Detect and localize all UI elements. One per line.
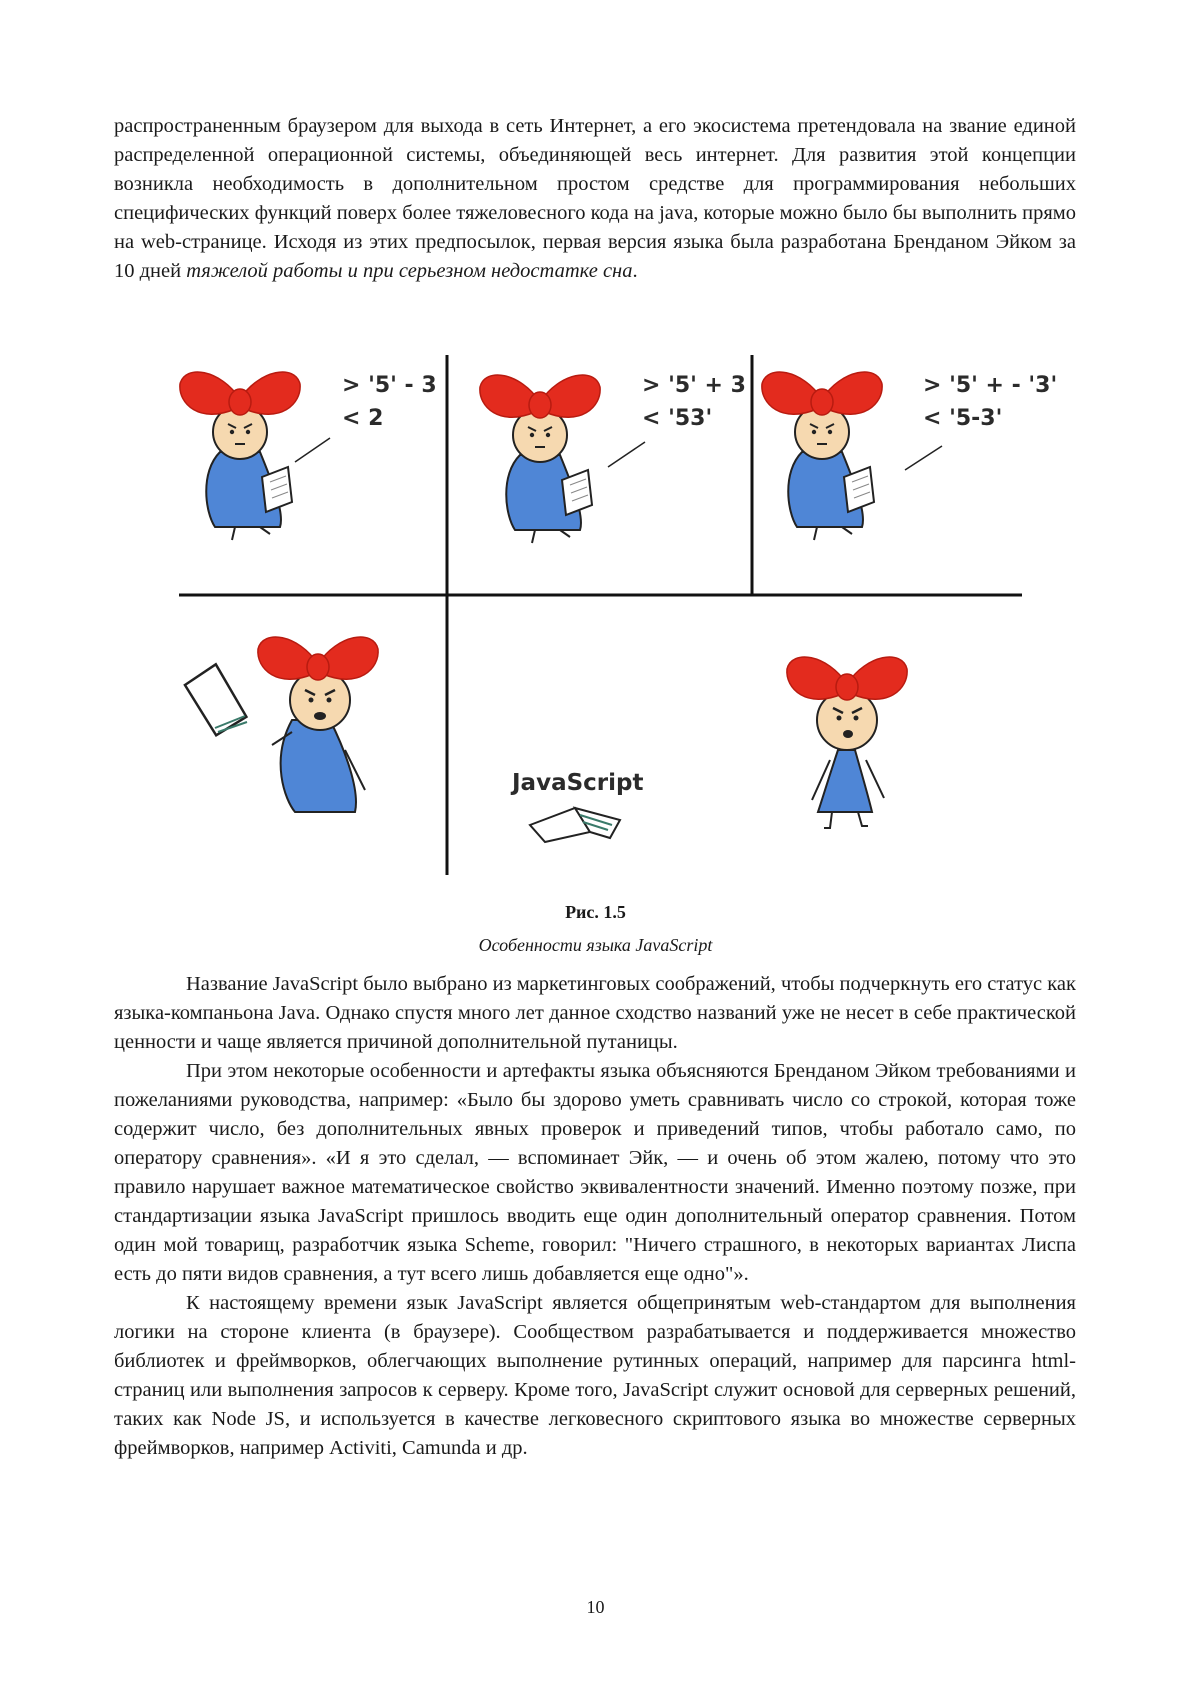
comic-panel-1 <box>180 372 437 540</box>
paragraph: При этом некоторые особенности и артефакты языка объясняются Бренданом Эйком требованиями и пожеланиями руководства, например: «Было бы здорово уметь сравнивать число со строкой, которая тоже содержит число, без дополнительных явных проверок и приведений типов, чтобы работало само, по оператору сравнения». «И я это сделал, — вспоминает Эйк, — и очень об этом жалею, потому что это правило нарушает важное математическое свойство эквивалентности значений. Именно поэтому позже, при стандартизации языка JavaScript пришлось вводить еще один дополнительный оператор сравнения. Потом один мой товарищ, разработчик языка Scheme, говорил: "Ничего страшного, в некоторых вариантах Лиспа есть до пяти видов сравнения, а тут всего лишь добавляется еще одно"». <box>114 1060 1076 1285</box>
panel-2-line-1: > '5' + 3 <box>642 373 746 398</box>
panel-1-line-1: > '5' - 3 <box>342 373 437 398</box>
figure-caption: Особенности языка JavaScript <box>478 935 713 955</box>
figure-number: Рис. 1.5 <box>565 902 626 922</box>
javascript-book <box>510 770 643 842</box>
paragraph: Название JavaScript было выбрано из маркетинговых соображений, чтобы подчеркнуть его статус как языка-компаньона Java. Однако спустя много лет данное сходство названий уже не несет в себе практической ценности и чаще является причиной дополнительной путаницы. <box>114 973 1076 1053</box>
intro-italic: тяжелой работы и при серьезном недостатке сна <box>186 260 633 282</box>
intro-text: распространенным браузером для выхода в сеть Интернет, а его экосистема претендовала на звание единой распределенной операционной системы, объединяющей весь интернет. Для развития этой концепции возникла необходимость в дополнительном простом средстве для программирования небольших специфических функций поверх более тяжеловесного кода на java, которые можно было бы выполнить прямо на web-странице. Исходя из этих предпосылок, первая версия языка была разработана Бренданом Эйком за 10 дней <box>114 115 1076 282</box>
paragraph: К настоящему времени язык JavaScript является общепринятым web-стандартом для выполнения логики на стороне клиента (в браузере). Сообществом разрабатывается и поддерживается множество библиотек и фреймворков, облегчающих выполнение рутинных операций, например для парсинга html-страниц или выполнения запросов к серверу. Кроме того, JavaScript служит основой для серверных решений, таких как Node JS, и используется в качестве легковесного скриптового языка во множестве серверных фреймворков, например Activiti, Camunda и др. <box>114 1292 1076 1459</box>
panel-2-line-2: < '53' <box>642 406 713 431</box>
page-number: 10 <box>586 1597 605 1617</box>
panel-1-line-2: < 2 <box>342 406 384 431</box>
comic-panel-5 <box>787 657 907 828</box>
intro-end: . <box>632 260 638 282</box>
javascript-book-label: JavaScript <box>512 770 644 796</box>
body-text <box>114 970 1076 1463</box>
intro-paragraph <box>114 112 1076 286</box>
comic-figure <box>0 330 1191 890</box>
panel-3-line-1: > '5' + - '3' <box>923 373 1058 398</box>
panel-3-line-2: < '5-3' <box>923 406 1003 431</box>
comic-panel-4 <box>182 637 378 812</box>
comic-panel-2 <box>480 373 746 543</box>
comic-panel-3 <box>762 372 1057 540</box>
